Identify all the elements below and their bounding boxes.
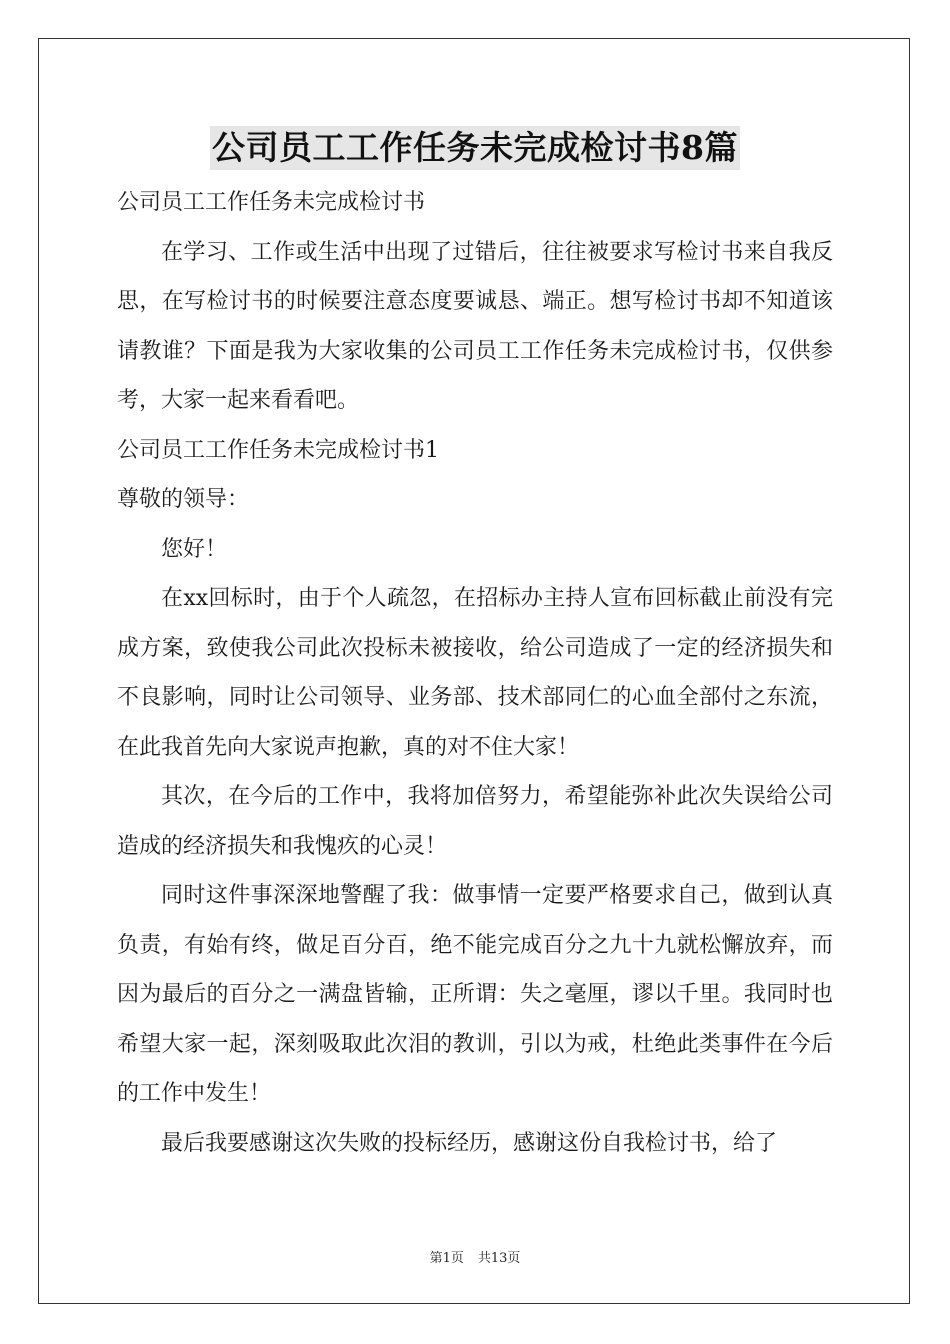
body-paragraph: 其次，在今后的工作中，我将加倍努力，希望能弥补此次失误给公司造成的经济损失和我愧疚的心灵！ [117, 784, 833, 859]
greeting: 您好！ [161, 536, 228, 562]
body-paragraph: 同时这件事深深地警醒了我：做事情一定要严格要求自己，做到认真负责，有始有终，做足百分百，绝不能完成百分之九十九就松懈放弃，而因为最后的百分之一满盘皆输，正所谓：失之毫厘，谬以千里。我同时也希望大家一起，深刻吸取此次泪的教训，引以为戒，杜绝此类事件在今后的工作中发生！ [117, 883, 833, 1106]
salutation: 尊敬的领导： [117, 487, 250, 512]
section-heading: 公司员工工作任务未完成检讨书1 [117, 437, 439, 463]
body-paragraph: 在xx回标时，由于个人疏忽，在招标办主持人宣布回标截止前没有完成方案，致使我公司此次投标未被接收，给公司造成了一定的经济损失和不良影响，同时让公司领导、业务部、技术部同仁的心血全部付之东流，在此我首先向大家说声抱歉，真的对不住大家！ [117, 586, 833, 760]
intro-paragraph: 在学习、工作或生活中出现了过错后，往往被要求写检讨书来自我反思，在写检讨书的时候要注意态度要诚恳、端正。想写检讨书却不知道该请教谁？下面是我为大家收集的公司员工工作任务未完成检讨书，仅供参考，大家一起来看看吧。 [117, 239, 833, 413]
page-number: 第1页 [429, 1251, 464, 1266]
page-footer [0, 1247, 950, 1266]
document-body [117, 178, 833, 1168]
title-container [0, 126, 950, 170]
body-paragraph: 最后我要感谢这次失败的投标经历，感谢这份自我检讨书，给了 [161, 1130, 778, 1156]
document-title: 公司员工工作任务未完成检讨书8篇 [210, 126, 740, 170]
subtitle-paragraph: 公司员工工作任务未完成检讨书 [117, 190, 426, 215]
page-total: 共13页 [477, 1251, 521, 1266]
